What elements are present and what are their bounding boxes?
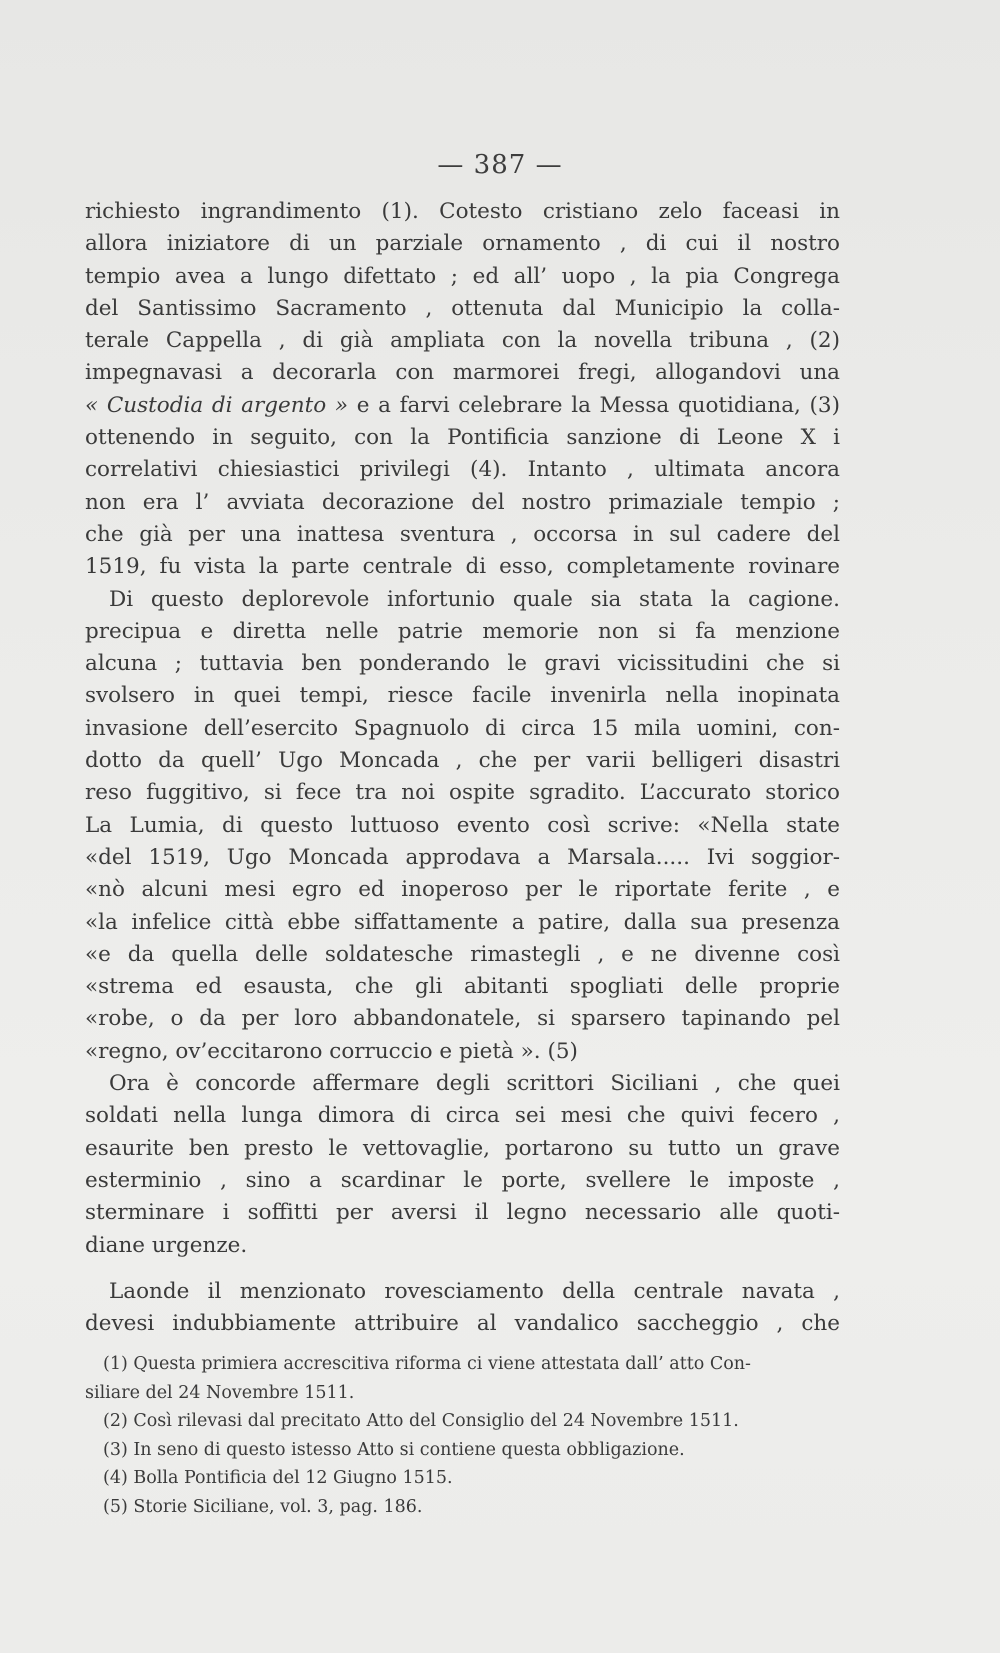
- text-line: dotto da quell’ Ugo Moncada , che per varii belligeri disastri: [85, 748, 840, 774]
- text-line: allora iniziatore di un parziale ornamento , di cui il nostro: [85, 231, 840, 257]
- text-line: ottenendo in seguito, con la Pontificia sanzione di Leone X i: [85, 425, 840, 451]
- footnotes: [85, 1350, 840, 1521]
- text-line: Di questo deplorevole infortunio quale sia stata la cagione.: [109, 586, 840, 612]
- text-line: richiesto ingrandimento (1). Cotesto cristiano zelo faceasi in: [85, 199, 840, 224]
- text-line: «la infelice città ebbe siffattamente a patire, dalla sua presenza: [85, 909, 840, 935]
- text-line: tempio avea a lungo difettato ; ed all’ uopo , la pia Congrega: [85, 263, 840, 289]
- text-line: terale Cappella , di già ampliata con la novella tribuna , (2): [85, 328, 840, 354]
- text-line: invasione dell’esercito Spagnuolo di circa 15 mila uomini, con-: [85, 715, 840, 741]
- custodia-quote: « Custodia di argento »: [85, 392, 349, 418]
- text-line: reso fuggitivo, si fece tra noi ospite sgradito. L’accurato storico: [85, 780, 840, 806]
- footnote-3: (3) In seno di questo istesso Atto si contiene questa obbligazione.: [103, 1439, 685, 1460]
- text-line-with-italic: [85, 390, 840, 422]
- text-line: diane urgenze.: [85, 1232, 248, 1258]
- text-line: non era l’ avviata decorazione del nostro primaziale tempio ;: [85, 489, 840, 515]
- text-line: impegnavasi a decorarla con marmorei fregi, allogandovi una: [85, 360, 840, 386]
- text-line: devesi indubbiamente attribuire al vandalico saccheggio , che: [85, 1311, 840, 1337]
- text-line: soldati nella lunga dimora di circa sei mesi che quivi fecero ,: [85, 1103, 840, 1129]
- text-line: Laonde il menzionato rovesciamento della centrale navata ,: [109, 1278, 840, 1304]
- footnote-5: (5) Storie Siciliane, vol. 3, pag. 186.: [103, 1496, 423, 1517]
- text-line: esterminio , sino a scardinar le porte, svellere le imposte ,: [85, 1167, 840, 1193]
- footnote-1: (1) Questa primiera accrescitiva riforma ci viene attestata dall’ atto Con-: [103, 1354, 751, 1374]
- text-line: svolsero in quei tempi, riesce facile invenirla nella inopinata: [85, 683, 840, 709]
- page-number: — 387 —: [437, 150, 563, 180]
- text-line: 1519, fu vista la parte centrale di esso, completamente rovinare: [85, 554, 840, 580]
- text-line: del Santissimo Sacramento , ottenuta dal Municipio la colla-: [85, 295, 840, 321]
- footnote-4: (4) Bolla Pontificia del 12 Giugno 1515.: [103, 1468, 453, 1488]
- text-line: «strema ed esausta, che gli abitanti spogliati delle proprie: [85, 974, 840, 1000]
- text-line: «regno, ov’eccitarono corruccio e pietà ». (5): [85, 1038, 578, 1064]
- text-line: precipua e diretta nelle patrie memorie non si fa menzione: [85, 618, 840, 644]
- text-line-rest: e a farvi celebrare la Messa quotidiana, (3): [356, 392, 840, 418]
- text-line: «nò alcuni mesi egro ed inoperoso per le riportate ferite , e: [85, 877, 840, 903]
- text-line: Ora è concorde affermare degli scrittori Siciliani , che quei: [109, 1071, 840, 1097]
- footnote-2: (2) Così rilevasi dal precitato Atto del Consiglio del 24 Novembre 1511.: [103, 1411, 739, 1431]
- text-line: esaurite ben presto le vettovaglie, portarono su tutto un grave: [85, 1135, 840, 1161]
- body-text: [85, 196, 840, 1340]
- text-line: alcuna ; tuttavia ben ponderando le gravi vicissitudini che si: [85, 651, 840, 677]
- footnote-1-continuation: siliare del 24 Novembre 1511.: [85, 1382, 355, 1403]
- text-line: sterminare i soffitti per aversi il legno necessario alle quoti-: [85, 1200, 840, 1226]
- text-line: «robe, o da per loro abbandonatele, si sparsero tapinando pel: [85, 1006, 840, 1032]
- text-line: La Lumia, di questo luttuoso evento così scrive: «Nella state: [85, 812, 840, 838]
- text-line: «del 1519, Ugo Moncada approdava a Marsala..... Ivi soggior-: [85, 844, 840, 870]
- text-line: che già per una inattesa sventura , occorsa in sul cadere del: [85, 521, 840, 547]
- text-line: correlativi chiesiastici privilegi (4). Intanto , ultimata ancora: [85, 457, 840, 483]
- text-line: «e da quella delle soldatesche rimastegli , e ne divenne così: [85, 941, 840, 967]
